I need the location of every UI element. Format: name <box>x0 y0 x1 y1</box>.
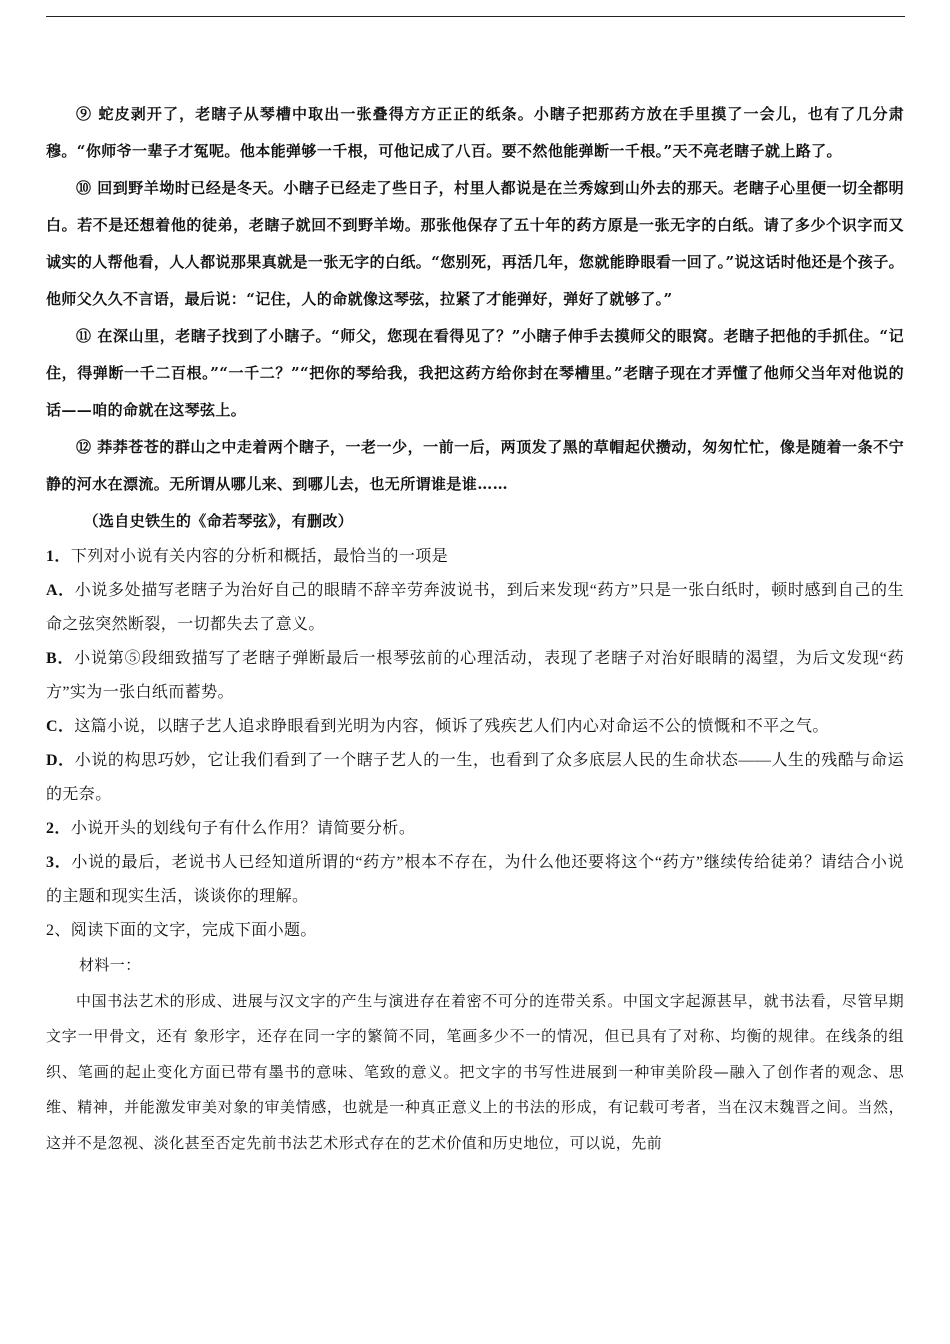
option-d-text: 小说的构思巧妙，它让我们看到了一个瞎子艺人的一生，也看到了众多底层人民的生命状态——人生的残酷与命运的无奈。 <box>46 752 904 803</box>
question-1-option-c <box>46 710 904 744</box>
question-1-option-d <box>46 744 904 812</box>
question-3-number: 3． <box>46 854 72 871</box>
header-rule <box>46 16 905 17</box>
option-c-label: C． <box>46 718 75 735</box>
option-a-label: A． <box>46 582 75 599</box>
question-2-text: 小说开头的划线句子有什么作用？请简要分析。 <box>70 820 416 837</box>
option-a-text: 小说多处描写老瞎子为治好自己的眼睛不辞辛劳奔波说书，到后来发现“药方”只是一张白纸时，顿时感到自己的生命之弦突然断裂，一切都失去了意义。 <box>46 582 904 633</box>
question-1-number: 1． <box>46 548 71 565</box>
story-paragraph-12: ⑫ 莽莽苍苍的群山之中走着两个瞎子，一老一少，一前一后，两顶发了黑的草帽起伏攒动，匆匆忙忙，像是随着一条不宁静的河水在漂流。无所谓从哪儿来、到哪儿去，也无所谓谁是谁…… <box>46 438 904 493</box>
question-1-option-b <box>46 642 904 710</box>
story-excerpt <box>46 96 904 540</box>
material-paragraph: 中国书法艺术的形成、进展与汉文字的产生与演进存在着密不可分的连带关系。中国文字起源甚早，就书法看，尽管早期文字一甲骨文，还有 象形字，还存在同一字的繁简不同，笔画多少不一的情况，但已具有了对称、均衡的规律。在线条的组织、笔画的起止变化方面已带有墨书的意味、笔致的意义。把文字的书写性进展到一种审美阶段—融入了创作者的观念、思维、精神，并能激发审美对象的审美情感，也就是一种真正意义上的书法的形成，有记载可考者，当在汉末魏晋之间。当然，这并不是忽视、淡化甚至否定先前书法艺术形式存在的艺术价值和历史地位，可以说，先前 <box>46 991 904 1152</box>
question-1 <box>46 540 904 574</box>
option-b-label: B． <box>46 650 75 667</box>
question-2-number: 2． <box>46 820 71 837</box>
section-2-heading: 2、阅读下面的文字，完成下面小题。 <box>46 922 317 939</box>
question-3-text: 小说的最后，老说书人已经知道所谓的“药方”根本不存在，为什么他还要将这个“药方”继续传给徒弟？请结合小说的主题和现实生活，谈谈你的理解。 <box>46 854 904 905</box>
questions-block <box>46 540 904 948</box>
story-paragraph-10: ⑩ 回到野羊坳时已经是冬天。小瞎子已经走了些日子，村里人都说是在兰秀嫁到山外去的那天。老瞎子心里便一切全都明白。若不是还想着他的徒弟，老瞎子就回不到野羊坳。那张他保存了五十年的药方原是一张无字的白纸。请了多少个识字而又诚实的人帮他看，人人都说那果真就是一张无字的白纸。“您别死，再活几年，您就能睁眼看一回了。”说这话时他还是个孩子。他师父久久不言语，最后说：“记住，人的命就像这琴弦，拉紧了才能弹好，弹好了就够了。” <box>46 179 904 308</box>
question-1-text: 下列对小说有关内容的分析和概括，最恰当的一项是 <box>70 548 449 565</box>
question-2 <box>46 812 904 846</box>
material-label: 材料一： <box>79 956 141 974</box>
option-b-text: 小说第⑤段细致描写了老瞎子弹断最后一根琴弦前的心理活动，表现了老瞎子对治好眼睛的渴望，为后文发现“药方”实为一张白纸而蓄势。 <box>46 650 904 701</box>
option-d-label: D． <box>46 752 75 769</box>
question-1-option-a <box>46 574 904 642</box>
option-c-text: 这篇小说，以瞎子艺人追求睁眼看到光明为内容，倾诉了残疾艺人们内心对命运不公的愤慨和不平之气。 <box>74 718 829 735</box>
story-source: （选自史铁生的《命若琴弦》，有删改） <box>83 512 354 530</box>
story-paragraph-11: ⑪ 在深山里，老瞎子找到了小瞎子。“师父，您现在看得见了？”小瞎子伸手去摸师父的眼窝。老瞎子把他的手抓住。“记住，得弹断一千二百根。”“一千二？”“把你的琴给我，我把这药方给你封在琴槽里。”老瞎子现在才弄懂了他师父当年对他说的话——咱的命就在这琴弦上。 <box>46 327 904 419</box>
material-one <box>46 948 904 1161</box>
story-paragraph-9: ⑨ 蛇皮剥开了，老瞎子从琴槽中取出一张叠得方方正正的纸条。小瞎子把那药方放在手里摸了一会儿，也有了几分肃穆。“你师爷一辈子才冤呢。他本能弹够一千根，可他记成了八百。要不然他能弹断一千根。”天不亮老瞎子就上路了。 <box>46 105 904 160</box>
document-page <box>46 96 904 1161</box>
question-3 <box>46 846 904 914</box>
